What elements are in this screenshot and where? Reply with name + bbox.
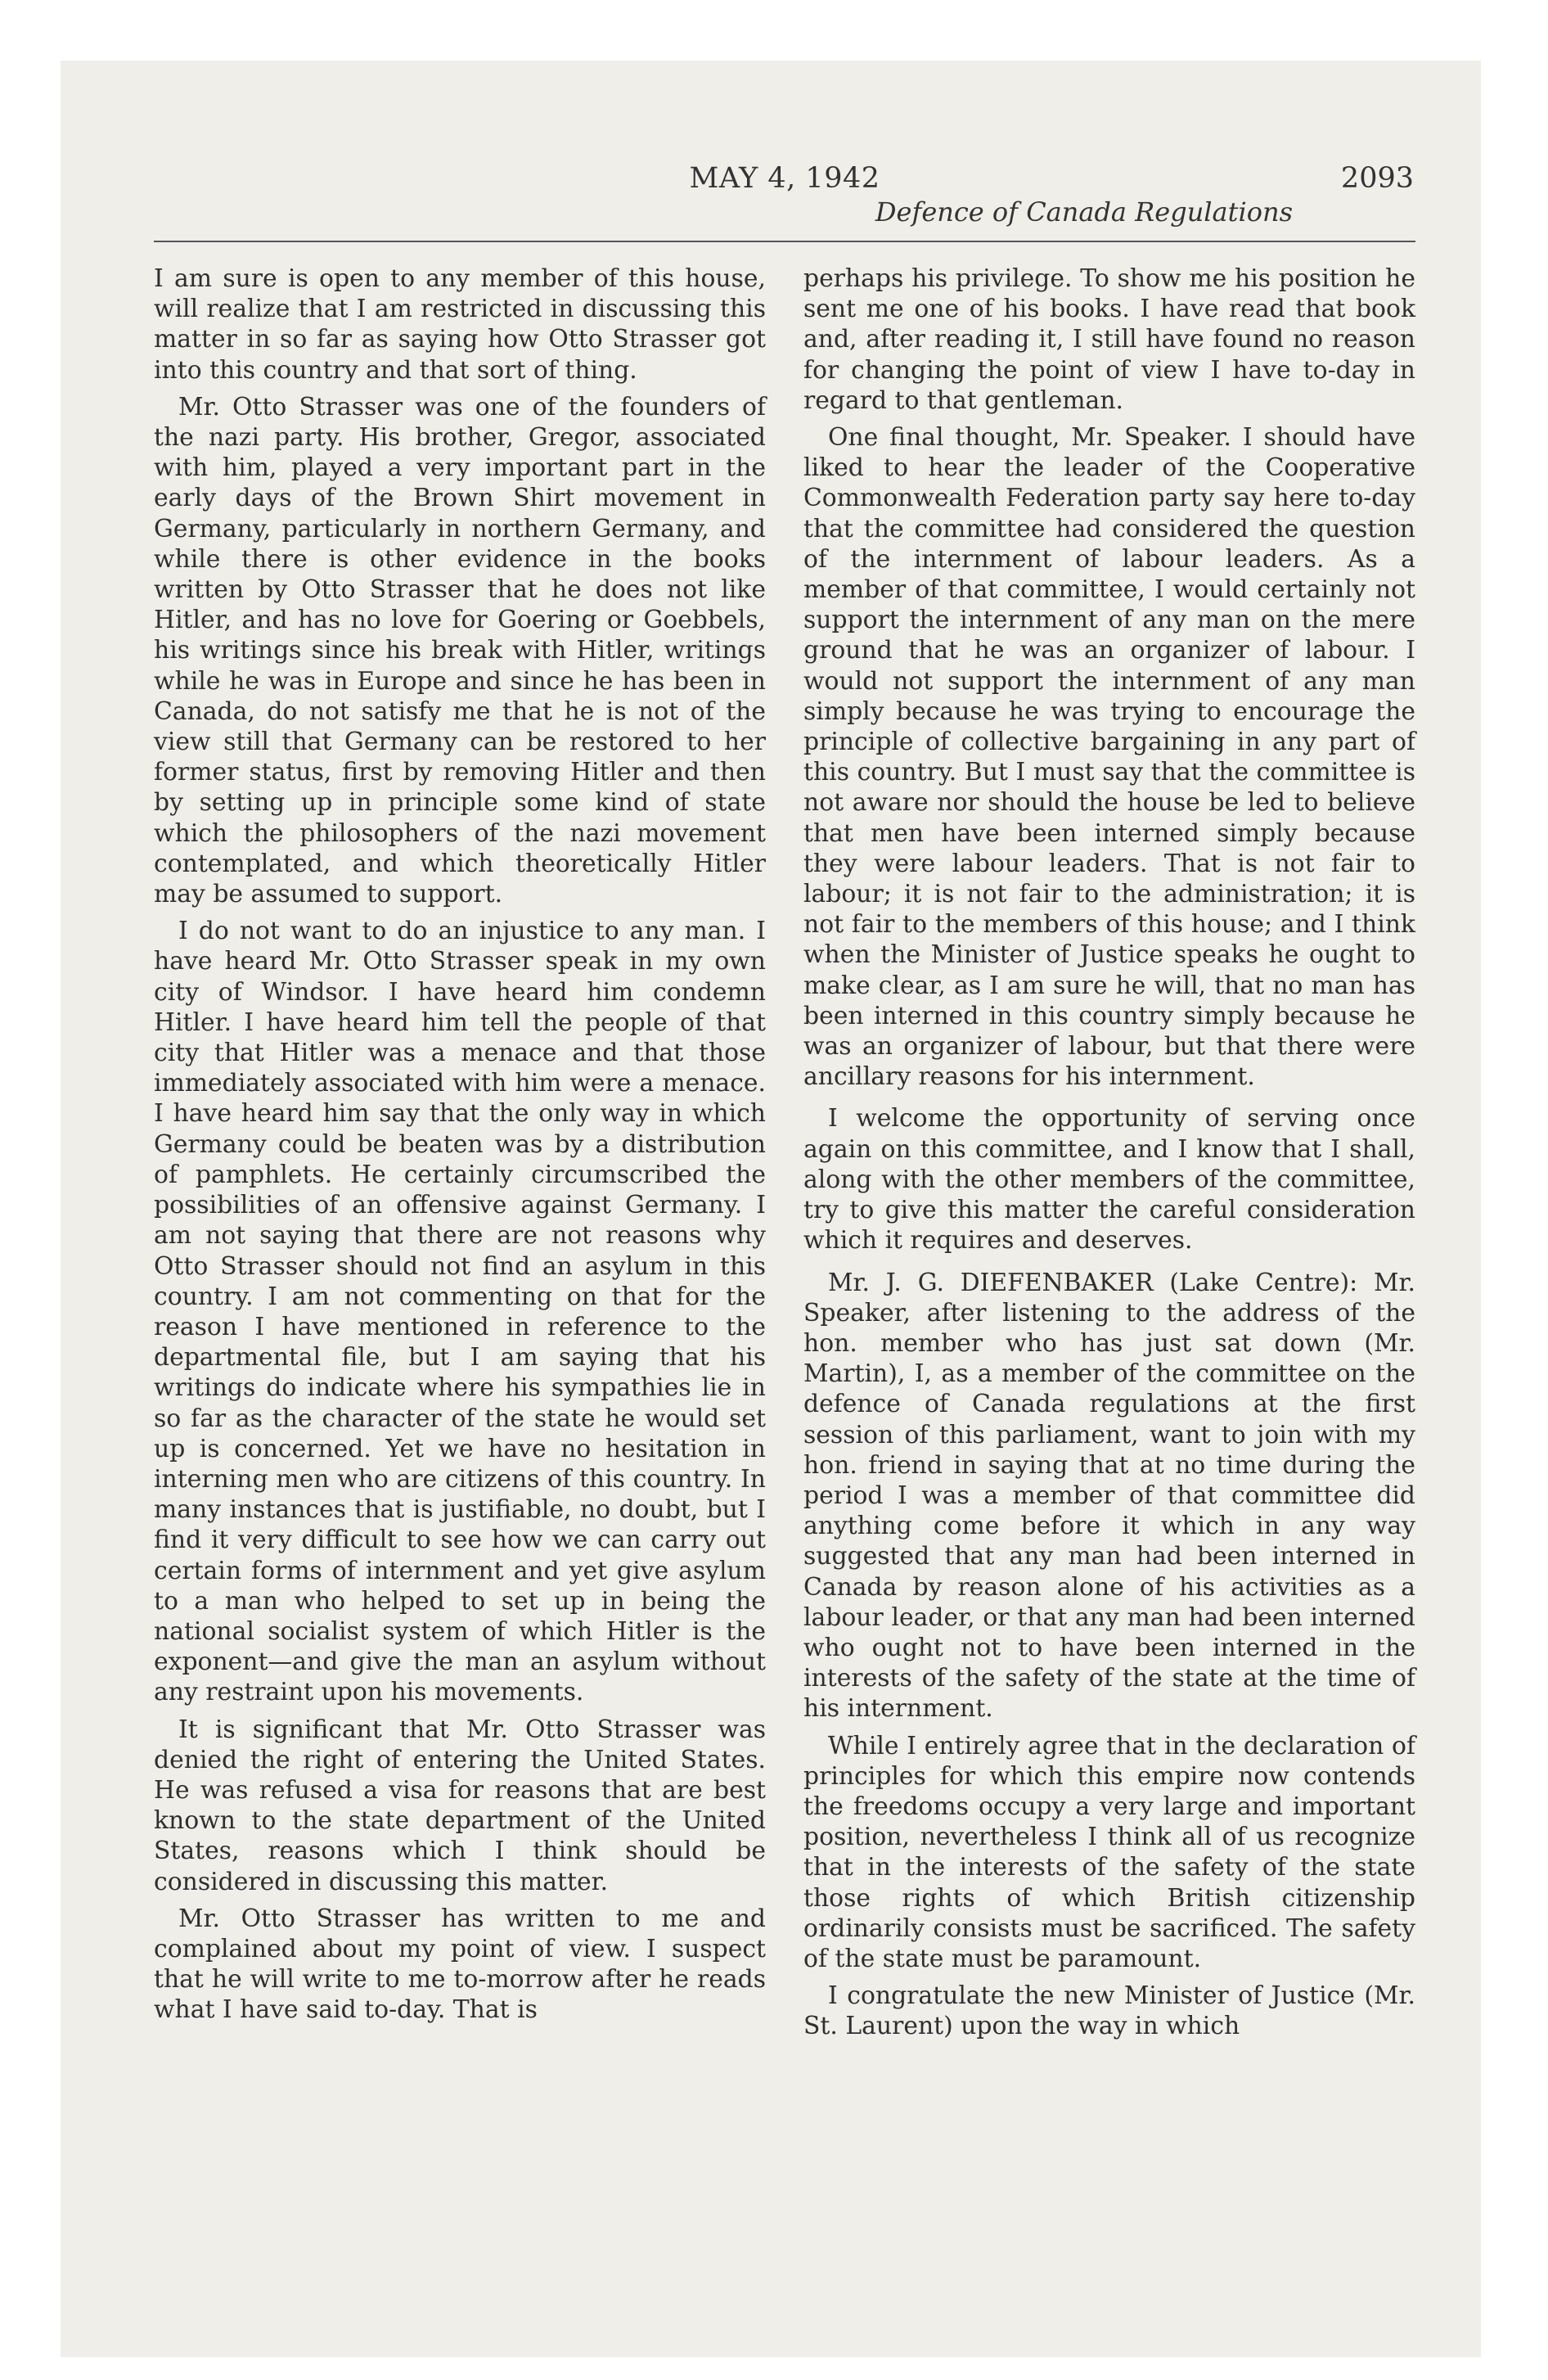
section-title: Defence of Canada Regulations — [875, 196, 1293, 228]
paragraph: I do not want to do an injustice to any man. I have heard Mr. Otto Strasser speak in my own city of Windsor. I have heard him condemn Hitler. I have heard him tell the people of that city that Hitler was a menace and that those immediately associated with him were a menace. I have heard him say that the only way in which Germany could be beaten was by a distribution of pamphlets. He certainly circumscribed the possibilities of an offensive against Germany. I am not saying that there are not reasons why Otto Strasser should not find an asylum in this country. I am not commenting on that for the reason I have mentioned in reference to the departmental file, but I am saying that his writings do indicate where his sympathies lie in so far as the character of the state he would set up is concerned. Yet we have no hesitation in interning men who are citizens of this country. In many instances that is justifiable, no doubt, but I find it very difficult to see how we can carry out certain forms of internment and yet give asylum to a man who helped to set up in being the national socialist system of which Hitler is the exponent—and give the man an asylum without any restraint upon his movements. — [154, 917, 766, 1707]
paragraph: It is significant that Mr. Otto Strasser was denied the right of entering the United States. He was refused a visa for reasons that are best known to the state department of the United States, reasons which I think should be considered in discussing this matter. — [154, 1715, 766, 1896]
speaker-paragraph: Mr. J. G. DIEFENBAKER (Lake Centre): Mr. Speaker, after listening to the address of the hon. member who has just sat down (Mr. Martin), I, as a member of the committee on the defence of Canada regulations at the first session of this parliament, want to join with my hon. friend in saying that at no time during the period I was a member of that committee did anything come before it which in any way suggested that any man had been interned in Canada by reason alone of his activities as a labour leader, or that any man had been interned who ought not to have been interned in the interests of the safety of the state at the time of his internment. — [803, 1268, 1415, 1724]
paragraph: I am sure is open to any member of this house, will realize that I am restricted in discussing this matter in so far as saying how Otto Strasser got into this country and that sort of thing. — [154, 264, 766, 385]
page-number: 2093 — [1340, 162, 1414, 195]
paragraph: I welcome the opportunity of serving once again on this committee, and I know that I shall, along with the other members of the committee, try to give this matter the careful consideration which it requires and deserves. — [803, 1104, 1415, 1255]
paragraph: One final thought, Mr. Speaker. I should have liked to hear the leader of the Cooperative Commonwealth Federation party say here to-day that the committee had considered the question of the internment of labour leaders. As a member of that committee, I would certainly not support the internment of any man on the mere ground that he was an organizer of labour. I would not support the internment of any man simply because he was trying to encourage the principle of collective bargaining in any part of this country. But I must say that the committee is not aware nor should the house be led to believe that men have been interned simply because they were labour leaders. That is not fair to labour; it is not fair to the administration; it is not fair to the members of this house; and I think when the Minister of Justice speaks he ought to make clear, as I am sure he will, that no man has been interned in this country simply because he was an organizer of labour, but that there were ancillary reasons for his internment. — [803, 423, 1415, 1092]
paragraph: I congratulate the new Minister of Justice (Mr. St. Laurent) upon the way in which — [803, 1981, 1415, 2041]
paragraph: perhaps his privilege. To show me his position he sent me one of his books. I have read that book and, after reading it, I still have found no reason for changing the point of view I have to-day in regard to that gentleman. — [803, 264, 1415, 415]
paragraph: Mr. Otto Strasser was one of the founders of the nazi party. His brother, Gregor, associated with him, played a very important part in the early days of the Brown Shirt movement in Germany, particularly in northern Germany, and while there is other evidence in the books written by Otto Strasser that he does not like Hitler, and has no love for Goering or Goebbels, his writings since his break with Hitler, writings while he was in Europe and since he has been in Canada, do not satisfy me that he is not of the view still that Germany can be restored to her former status, first by removing Hitler and then by setting up in principle some kind of state which the philosophers of the nazi movement contemplated, and which theoretically Hitler may be assumed to support. — [154, 392, 766, 909]
left-column — [154, 264, 766, 2032]
paragraph: While I entirely agree that in the declaration of principles for which this empire now contends the freedoms occupy a very large and important position, nevertheless I think all of us recognize that in the interests of the safety of the state those rights of which British citizenship ordinarily consists must be sacrificed. The safety of the state must be paramount. — [803, 1731, 1415, 1973]
header-rule — [154, 241, 1415, 242]
header-date: MAY 4, 1942 — [689, 162, 880, 195]
paragraph: Mr. Otto Strasser has written to me and complained about my point of view. I suspect that he will write to me to-morrow after he reads what I have said to-day. That is — [154, 1904, 766, 2025]
right-column — [803, 264, 1415, 2049]
page-header — [154, 156, 1415, 236]
